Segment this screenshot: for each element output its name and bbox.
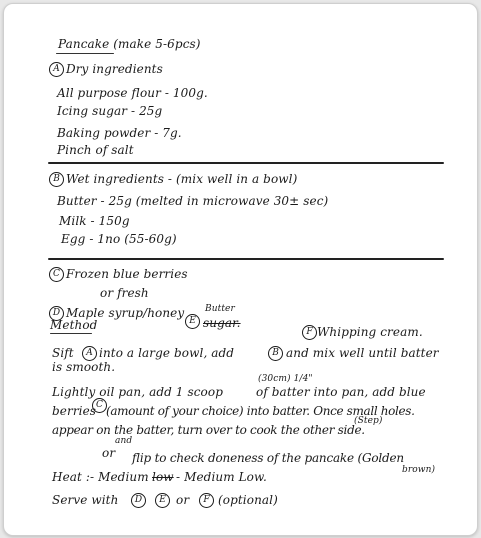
section-c-marker: C <box>49 267 64 282</box>
ingredient-egg: Egg - 1no (55-60g) <box>61 232 177 246</box>
section-b-heading: Wet ingredients - (mix well in a bowl) <box>66 172 298 186</box>
section-b-marker: B <box>49 172 64 187</box>
topping-f-text: Whipping cream. <box>317 325 423 339</box>
method-brown: brown) <box>402 465 436 475</box>
method-sift: Sift <box>52 346 74 360</box>
method-line4: (amount of your choice) into batter. Once small holes. <box>106 404 415 418</box>
section-divider-2 <box>48 258 444 260</box>
ingredient-butter: Butter - 25g (melted in microwave 30± sec) <box>57 194 329 208</box>
title-underline <box>56 53 114 54</box>
method-underline <box>50 333 92 334</box>
method-serve-label: Serve with <box>52 493 119 507</box>
section-c-line1: Frozen blue berries <box>66 267 188 281</box>
method-line1-end: and mix well until batter <box>286 346 439 360</box>
section-a-marker: A <box>49 62 64 77</box>
topping-d-text: Maple syrup/honey <box>66 306 185 320</box>
recipe-page <box>3 3 478 536</box>
method-line3-start: Lightly oil pan, add 1 scoop <box>52 385 223 399</box>
section-a-heading: Dry ingredients <box>66 62 163 76</box>
ingredient-milk: Milk - 150g <box>59 214 130 228</box>
recipe-title: Pancake (make 5-6pcs) <box>58 37 201 51</box>
method-ref-f: F <box>199 493 214 508</box>
method-ref-e: E <box>155 493 170 508</box>
ingredient-flour: All purpose flour - 100g. <box>57 86 208 100</box>
method-heat-label: Heat :- Medium <box>52 470 149 484</box>
section-d-marker: D <box>49 306 64 321</box>
method-ref-a: A <box>82 346 97 361</box>
section-f-marker: F <box>302 325 317 340</box>
method-label: Method <box>50 318 98 332</box>
method-scoop-note: (30cm) 1/4" <box>258 374 313 384</box>
method-serve-optional: (optional) <box>218 493 278 507</box>
topping-e-text-struck: sugar. <box>203 316 241 330</box>
method-step-note: (Step) <box>354 416 383 426</box>
method-line6: flip to check doneness of the pancake (Golden <box>132 451 404 465</box>
method-berries: berries <box>52 404 97 418</box>
method-and-note: and <box>115 436 133 446</box>
method-ref-b: B <box>268 346 283 361</box>
method-heat-value: - Medium Low. <box>176 470 267 484</box>
ingredient-baking-powder: Baking powder - 7g. <box>57 126 182 140</box>
method-or: or <box>102 446 116 460</box>
method-line3-end: of batter into pan, add blue <box>256 385 426 399</box>
method-line5: appear on the batter, turn over to cook the other side. <box>52 423 365 437</box>
topping-e-text-top: Butter <box>205 304 235 314</box>
ingredient-icing-sugar: Icing sugar - 25g <box>57 104 163 118</box>
ingredient-salt: Pinch of salt <box>57 143 134 157</box>
method-serve-or: or <box>176 493 190 507</box>
method-line1-mid: into a large bowl, add <box>99 346 235 360</box>
section-e-marker: E <box>185 314 200 329</box>
method-ref-d: D <box>131 493 146 508</box>
section-divider-1 <box>48 162 444 164</box>
method-heat-struck: low <box>152 470 174 484</box>
method-line2: is smooth. <box>52 360 116 374</box>
method-ref-c: C <box>92 398 107 413</box>
section-c-line2: or fresh <box>100 286 149 300</box>
